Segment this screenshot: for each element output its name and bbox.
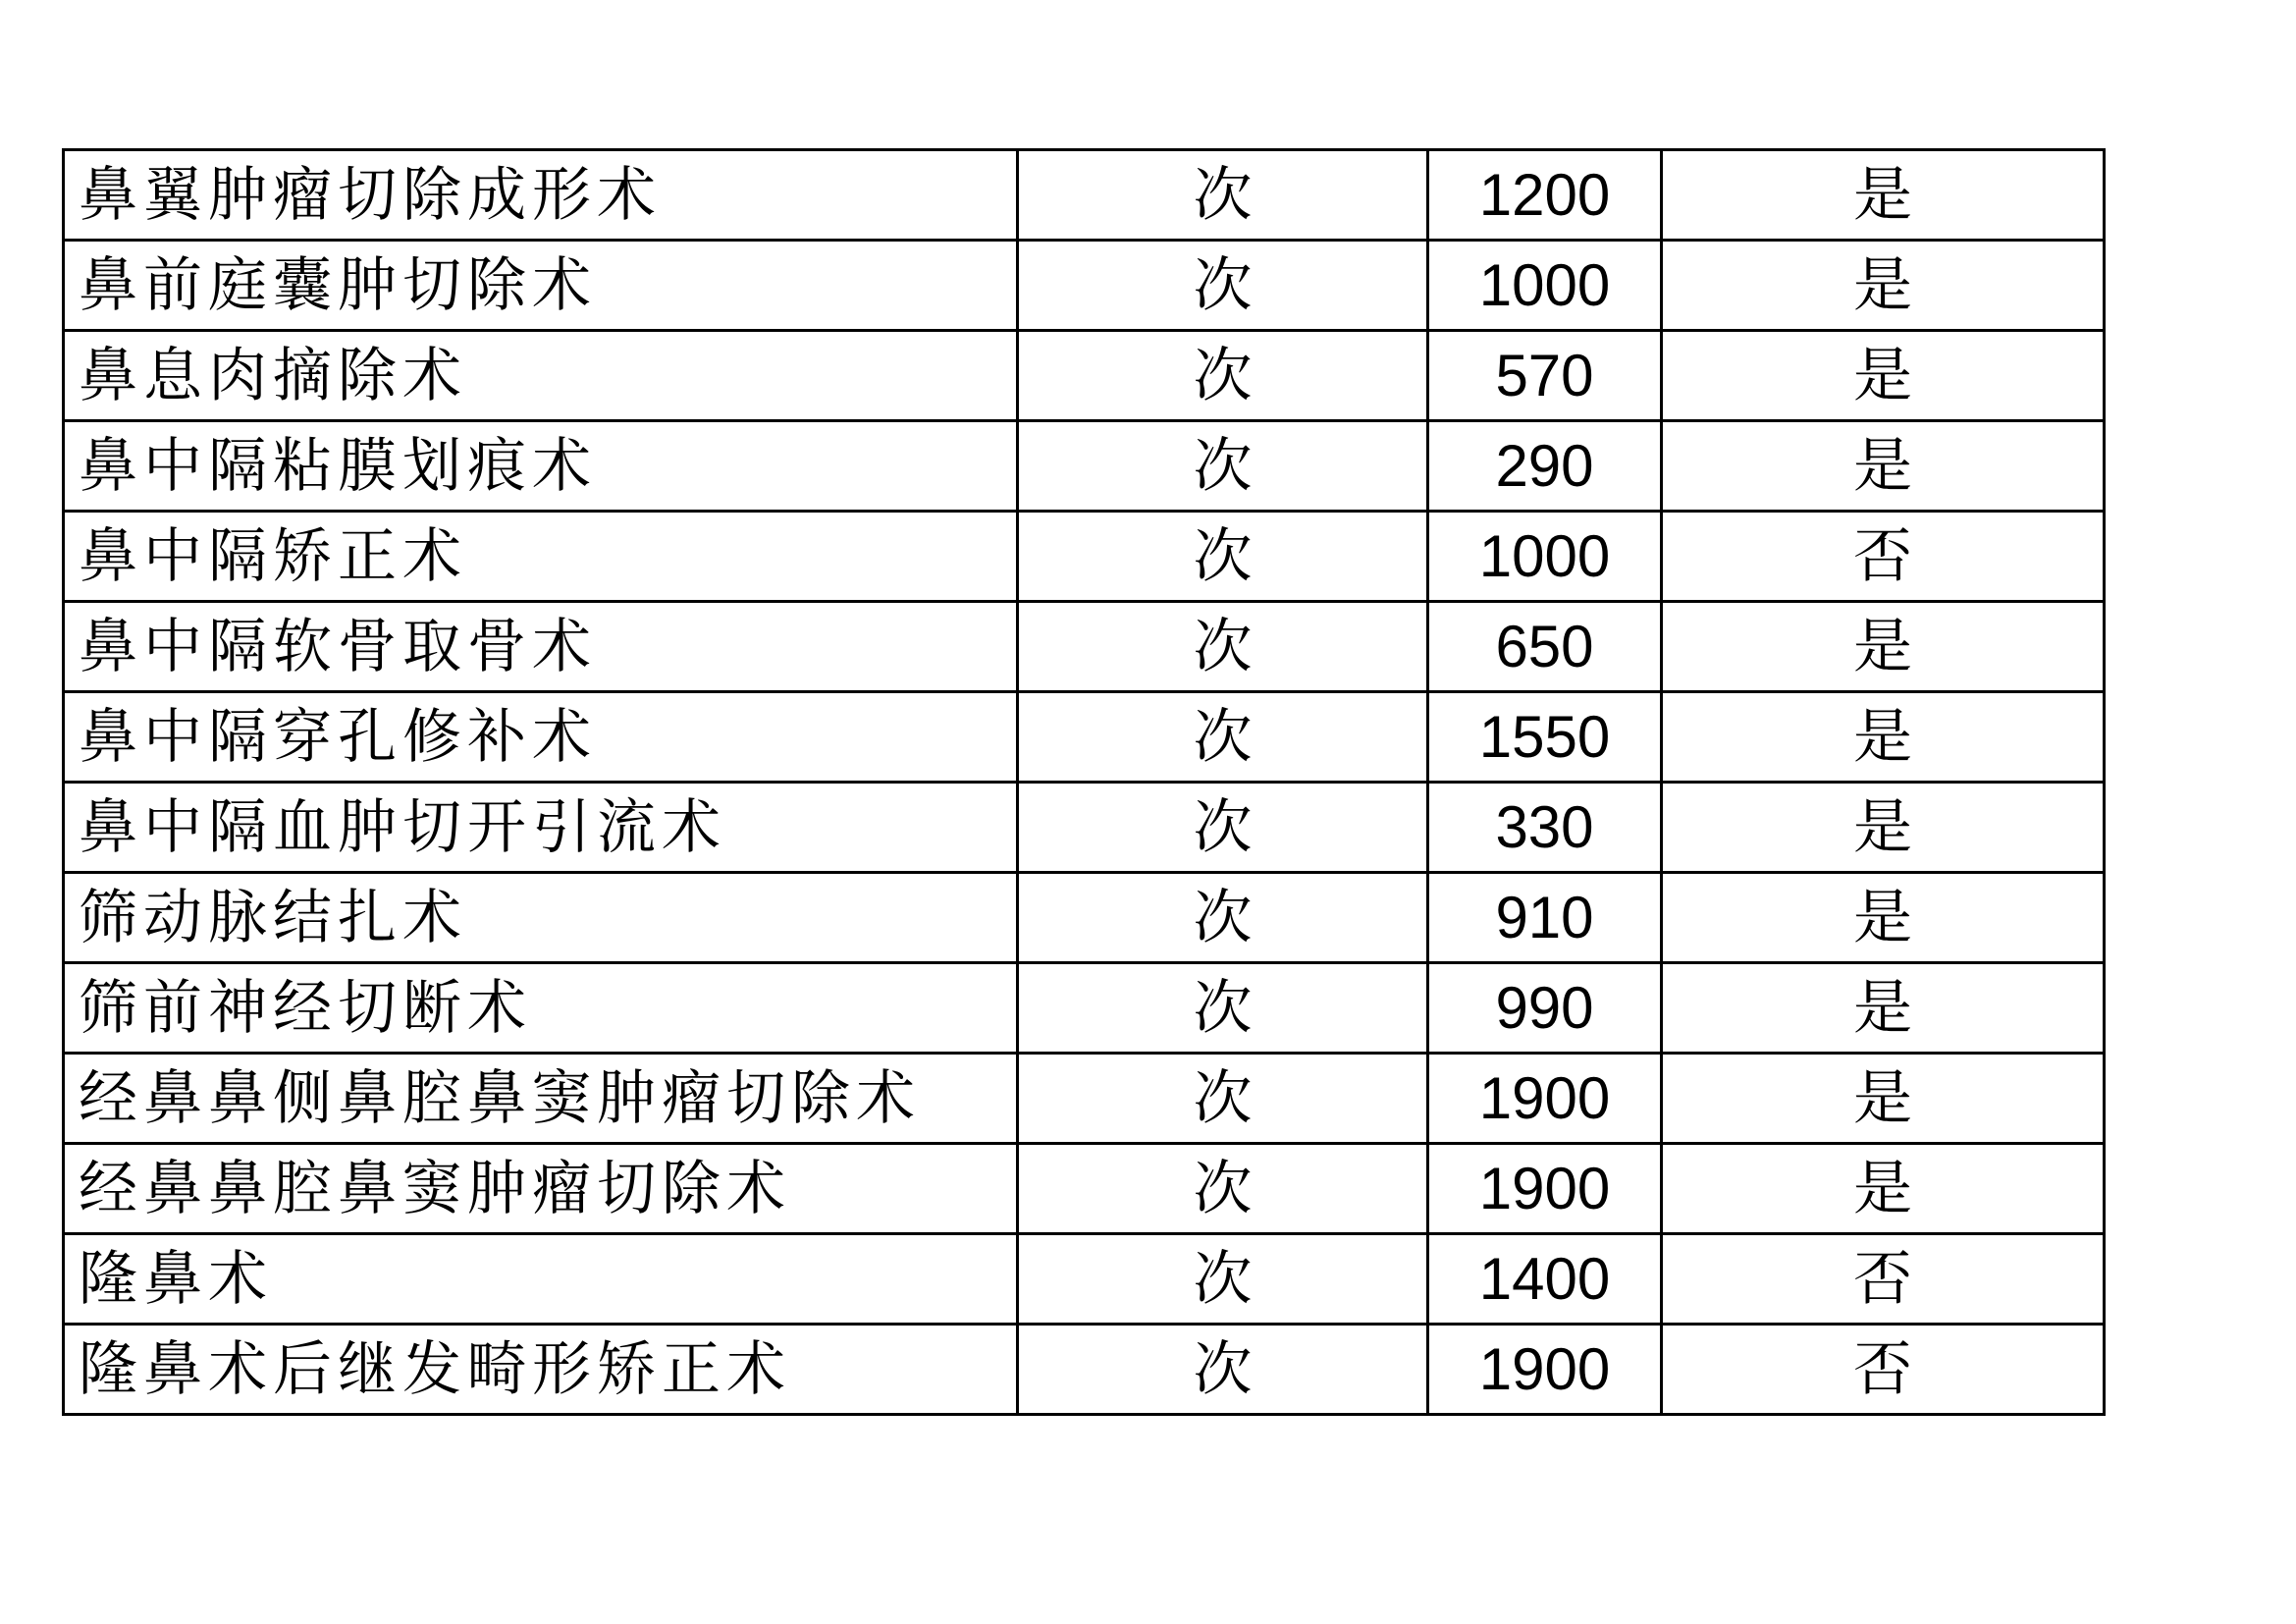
unit-cell: 次 xyxy=(1018,150,1428,241)
procedure-name-cell: 鼻中隔矫正术 xyxy=(64,512,1018,602)
unit-cell: 次 xyxy=(1018,873,1428,963)
price-cell: 1400 xyxy=(1428,1234,1662,1325)
procedure-name-cell: 鼻中隔穿孔修补术 xyxy=(64,692,1018,783)
table-row xyxy=(64,1144,2105,1234)
procedure-price-table xyxy=(62,148,2106,1416)
unit-cell: 次 xyxy=(1018,1325,1428,1415)
table-row xyxy=(64,1054,2105,1144)
price-cell: 1900 xyxy=(1428,1054,1662,1144)
coverage-flag-cell: 是 xyxy=(1662,692,2105,783)
unit-cell: 次 xyxy=(1018,1144,1428,1234)
price-cell: 1200 xyxy=(1428,150,1662,241)
price-cell: 290 xyxy=(1428,421,1662,512)
coverage-flag-cell: 是 xyxy=(1662,1054,2105,1144)
coverage-flag-cell: 是 xyxy=(1662,421,2105,512)
price-cell: 990 xyxy=(1428,963,1662,1054)
coverage-flag-cell: 是 xyxy=(1662,873,2105,963)
table-row xyxy=(64,512,2105,602)
unit-cell: 次 xyxy=(1018,241,1428,331)
procedure-name-cell: 隆鼻术后继发畸形矫正术 xyxy=(64,1325,1018,1415)
coverage-flag-cell: 是 xyxy=(1662,963,2105,1054)
price-cell: 1900 xyxy=(1428,1144,1662,1234)
coverage-flag-cell: 是 xyxy=(1662,241,2105,331)
price-cell: 570 xyxy=(1428,331,1662,421)
coverage-flag-cell: 否 xyxy=(1662,1234,2105,1325)
unit-cell: 次 xyxy=(1018,1234,1428,1325)
procedure-name-cell: 鼻翼肿瘤切除成形术 xyxy=(64,150,1018,241)
procedure-name-cell: 筛前神经切断术 xyxy=(64,963,1018,1054)
price-cell: 1000 xyxy=(1428,241,1662,331)
unit-cell: 次 xyxy=(1018,692,1428,783)
coverage-flag-cell: 是 xyxy=(1662,1144,2105,1234)
unit-cell: 次 xyxy=(1018,602,1428,692)
price-cell: 330 xyxy=(1428,783,1662,873)
coverage-flag-cell: 是 xyxy=(1662,602,2105,692)
procedure-name-cell: 筛动脉结扎术 xyxy=(64,873,1018,963)
procedure-name-cell: 鼻中隔软骨取骨术 xyxy=(64,602,1018,692)
coverage-flag-cell: 是 xyxy=(1662,783,2105,873)
procedure-name-cell: 鼻前庭囊肿切除术 xyxy=(64,241,1018,331)
procedure-name-cell: 鼻中隔粘膜划痕术 xyxy=(64,421,1018,512)
table-row xyxy=(64,241,2105,331)
table-row xyxy=(64,873,2105,963)
unit-cell: 次 xyxy=(1018,512,1428,602)
procedure-name-cell: 经鼻鼻侧鼻腔鼻窦肿瘤切除术 xyxy=(64,1054,1018,1144)
table-row xyxy=(64,602,2105,692)
table-row xyxy=(64,421,2105,512)
unit-cell: 次 xyxy=(1018,783,1428,873)
unit-cell: 次 xyxy=(1018,331,1428,421)
table-row xyxy=(64,1325,2105,1415)
table-row xyxy=(64,150,2105,241)
procedure-name-cell: 隆鼻术 xyxy=(64,1234,1018,1325)
coverage-flag-cell: 否 xyxy=(1662,512,2105,602)
price-cell: 650 xyxy=(1428,602,1662,692)
coverage-flag-cell: 是 xyxy=(1662,331,2105,421)
table-row xyxy=(64,692,2105,783)
unit-cell: 次 xyxy=(1018,1054,1428,1144)
unit-cell: 次 xyxy=(1018,963,1428,1054)
price-cell: 910 xyxy=(1428,873,1662,963)
table-row xyxy=(64,783,2105,873)
coverage-flag-cell: 是 xyxy=(1662,150,2105,241)
procedure-name-cell: 鼻息肉摘除术 xyxy=(64,331,1018,421)
table-body xyxy=(64,150,2105,1415)
procedure-name-cell: 经鼻鼻腔鼻窦肿瘤切除术 xyxy=(64,1144,1018,1234)
price-cell: 1900 xyxy=(1428,1325,1662,1415)
coverage-flag-cell: 否 xyxy=(1662,1325,2105,1415)
table-row xyxy=(64,1234,2105,1325)
price-cell: 1550 xyxy=(1428,692,1662,783)
price-cell: 1000 xyxy=(1428,512,1662,602)
procedure-name-cell: 鼻中隔血肿切开引流术 xyxy=(64,783,1018,873)
unit-cell: 次 xyxy=(1018,421,1428,512)
table-row xyxy=(64,963,2105,1054)
table-row xyxy=(64,331,2105,421)
